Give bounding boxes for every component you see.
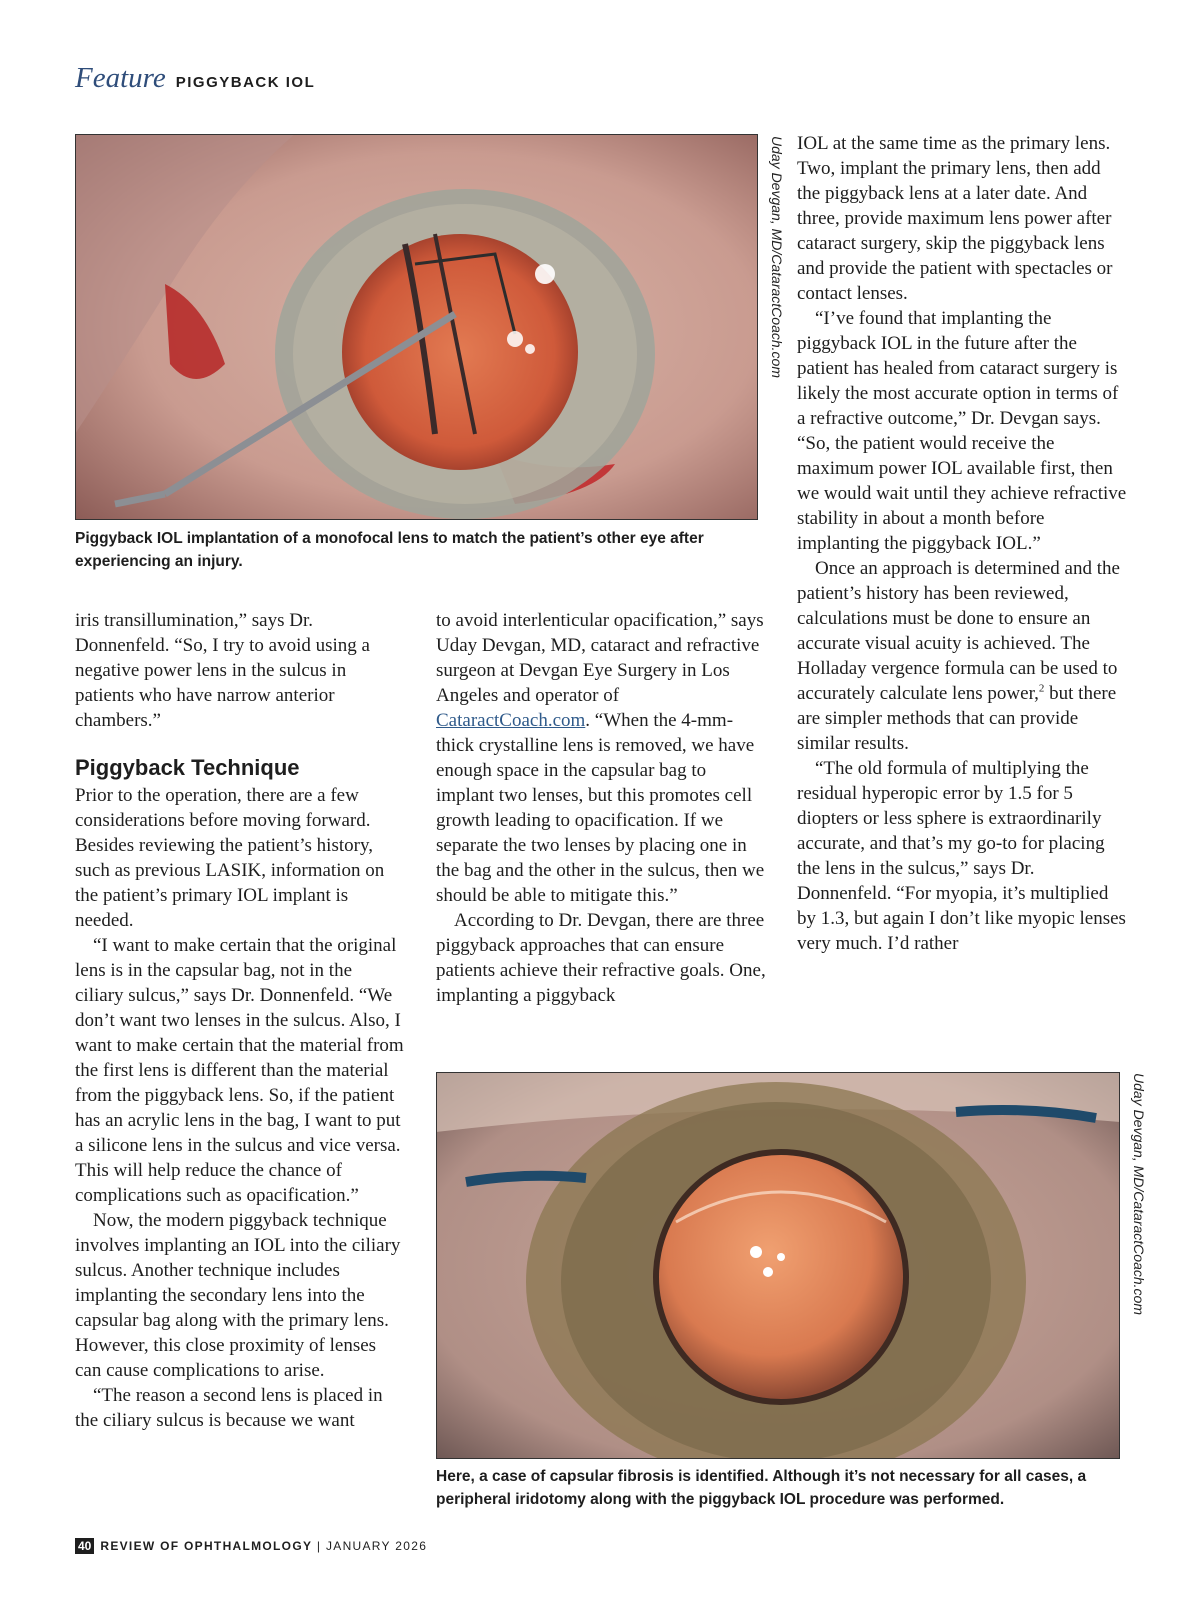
paragraph: iris transillumination,” says Dr. Donnenfeld. “So, I try to avoid using a negative power lens in the sulcus in patients who have narrow anterior chambers.” — [75, 610, 370, 731]
paragraph: Now, the modern piggyback technique involves implanting an IOL into the ciliary sulcus. Another technique includes implanting the secondary lens into the capsular bag along with the primary lens. However, this close proximity of lenses can cause complications to arise. — [75, 1210, 401, 1381]
feature-label: Feature — [75, 62, 166, 94]
paragraph-text: Once an approach is determined and the patient’s history has been reviewed, calculations must be done to ensure an accurate visual acuity is achieved. The Holladay vergence formula can be used to accurately calculate lens power, — [797, 558, 1120, 704]
text-column-1 — [75, 608, 405, 1433]
paragraph-text: but there are simpler methods that can provide similar results. — [797, 683, 1117, 754]
paragraph-text: . “When the 4-mm-thick crystalline lens is removed, we have enough space in the capsular bag to implant two lenses, but this promotes cell growth leading to opacification. If we separate the two lenses by placing one in the bag and the other in the sulcus, then we should be able to mitigate this.” — [436, 710, 765, 906]
paragraph: “I’ve found that implanting the piggyback IOL in the future after the patient has healed from cataract surgery is likely the most accurate option in terms of a refractive outcome,” Dr. Devgan says. “So, the patient would receive the maximum power IOL available first, then we would wait until they achieve refractive stability in about a month before implanting the piggyback IOL.” — [797, 308, 1127, 554]
figure-caption-2: Here, a case of capsular fibrosis is identified. Although it’s not necessary for all cases, a peripheral iridotomy along with the piggyback IOL procedure was performed. — [436, 1468, 1087, 1508]
figure-caption-1: Piggyback IOL implantation of a monofocal lens to match the patient’s other eye after experiencing an injury. — [75, 530, 704, 570]
paragraph — [436, 608, 766, 908]
issue-date: JANUARY 2026 — [325, 1539, 428, 1553]
paragraph: IOL at the same time as the primary lens. Two, implant the primary lens, then add the piggyback lens at a later date. And three, provide maximum lens power after cataract surgery, skip the piggyback lens and provide the patient with spectacles or contact lenses. — [797, 133, 1113, 304]
paragraph: “The old formula of multiplying the residual hyperopic error by 1.5 for 5 diopters or less sphere is extraordinarily accurate, and that’s my go-to for placing the lens in the sulcus,” says Dr. Donnenfeld. “For myopia, it’s multiplied by 1.3, but again I don’t like myopic lenses very much. I’d rather — [797, 758, 1126, 954]
paragraph: According to Dr. Devgan, there are three piggyback approaches that can ensure patients achieve their refractive goals. One, implanting a piggyback — [436, 910, 766, 1006]
text-column-2 — [436, 608, 766, 1008]
paragraph: “The reason a second lens is placed in the ciliary sulcus is because we want — [75, 1385, 383, 1431]
page-number: 40 — [75, 1538, 94, 1554]
running-header — [75, 62, 315, 95]
paragraph-text: to avoid interlenticular opacification,” says Uday Devgan, MD, cataract and refractive surgeon at Devgan Eye Surgery in Los Angeles and operator of — [436, 610, 764, 706]
surgical-photo-piggyback-implantation — [75, 134, 758, 520]
photo-credit-1: Uday Devgan, MD/CataractCoach.com — [769, 136, 785, 378]
publication-name: REVIEW OF OPHTHALMOLOGY — [100, 1539, 313, 1553]
surgical-photo-capsular-fibrosis — [436, 1072, 1120, 1459]
photo-credit-2: Uday Devgan, MD/CataractCoach.com — [1131, 1073, 1147, 1315]
page-footer — [75, 1538, 427, 1554]
paragraph: Prior to the operation, there are a few considerations before moving forward. Besides reviewing the patient’s history, such as previous LASIK, information on the patient’s primary IOL implant is needed. — [75, 785, 385, 931]
text-column-3 — [797, 131, 1127, 956]
reference-superscript: 2 — [1038, 682, 1045, 695]
section-label: PIGGYBACK IOL — [175, 74, 316, 91]
paragraph — [797, 556, 1127, 756]
cataractcoach-link[interactable]: CataractCoach.com — [436, 710, 586, 731]
section-heading: Piggyback Technique — [75, 755, 300, 780]
footer-separator: | — [316, 1539, 322, 1553]
paragraph: “I want to make certain that the original lens is in the capsular bag, not in the ciliary sulcus,” says Dr. Donnenfeld. “We don’t want two lenses in the sulcus. Also, I want to make certain that the material from the first lens is different than the material from the piggyback lens. So, if the patient has an acrylic lens in the bag, I want to put a silicone lens in the sulcus and vice versa. This will help reduce the chance of complications such as opacification.” — [75, 935, 404, 1206]
